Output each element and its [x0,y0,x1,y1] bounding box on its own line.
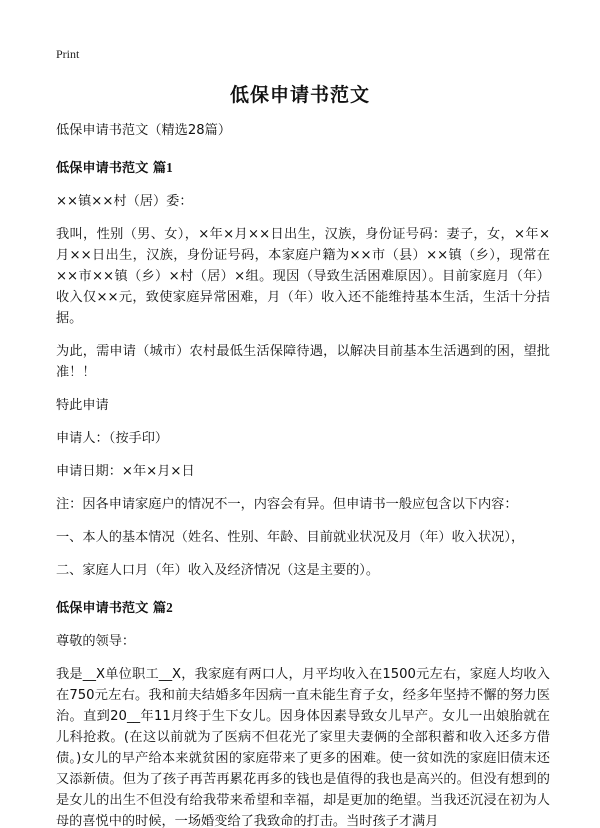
section1-paragraph-2: 为此，需申请（城市）农村最低生活保障待遇，以解决目前基本生活遇到的困，望批准！！ [56,344,550,380]
section1-paragraph-1: 我叫，性别（男、女），×年×月××日出生，汉族，身份证号码：妻子，女，×年×月××日出生，汉族，身份证号码，本家庭户籍为××市（县）××镇（乡），现常在××市××镇（乡）×村（居）×组。现因（导致生活困难原因）。目前家庭月（年）收入仅××元，致使家庭异常困难，月（年）收入还不能维持基本生活，生活十分拮据。 [56,227,550,326]
print-label: Print [56,47,80,61]
special-request-line: 特此申请 [56,398,109,413]
section-heading-2 [56,597,550,619]
addressee-line: ××镇××村（居）委： [56,194,193,209]
section-heading-2-text: 低保申请书范文 篇 [56,601,167,616]
document-body [56,120,550,828]
greeting-line: 尊敬的领导： [56,634,136,649]
content-item-2: 二、家庭人口月（年）收入及经济情况（这是主要的）。 [56,563,380,578]
application-date-line: 申请日期：×年×月×日 [56,464,195,479]
document-subtitle: 低保申请书范文（精选28篇） [56,123,232,138]
section-heading-1 [56,157,550,179]
section-heading-1-number: 1 [166,160,173,175]
section-heading-2-number: 2 [166,600,173,615]
note-line: 注：因各申请家庭户的情况不一，内容会有异。但申请书一般应包含以下内容： [56,497,518,512]
section-heading-1-text: 低保申请书范文 篇 [56,161,167,176]
content-item-1: 一、本人的基本情况（姓名、性别、年龄、目前就业状况及月（年）收入状况）， [56,530,525,545]
document-title: 低保申请书范文 [229,84,370,106]
applicant-line: 申请人：（按手印） [56,431,169,446]
section2-paragraph-1: 我是__X单位职工__X，我家庭有两口人，月平均收入在1500元左右，家庭人均收入在750元左右。我和前夫结婚多年因病一直未能生育子女，经多年坚持不懈的努力医治。直到20__年11月终于生下女儿。因身体因素导致女儿早产。女儿一出娘胎就在儿科抢救。(在这以前就为了医病不但花光了家里夫妻俩的全部积蓄和收入还多方借债。)女儿的早产给本来就贫困的家庭带来了更多的困难。使一贫如洗的家庭旧债末还又添新债。但为了孩子再苦再累花再多的钱也是值得的我也是高兴的。但没有想到的是女儿的出生不但没有给我带来希望和幸福，却是更加的绝望。当我还沉浸在初为人母的喜悦中的时候，一场婚变给了我致命的打击。当时孩子才满月 [56,667,550,828]
